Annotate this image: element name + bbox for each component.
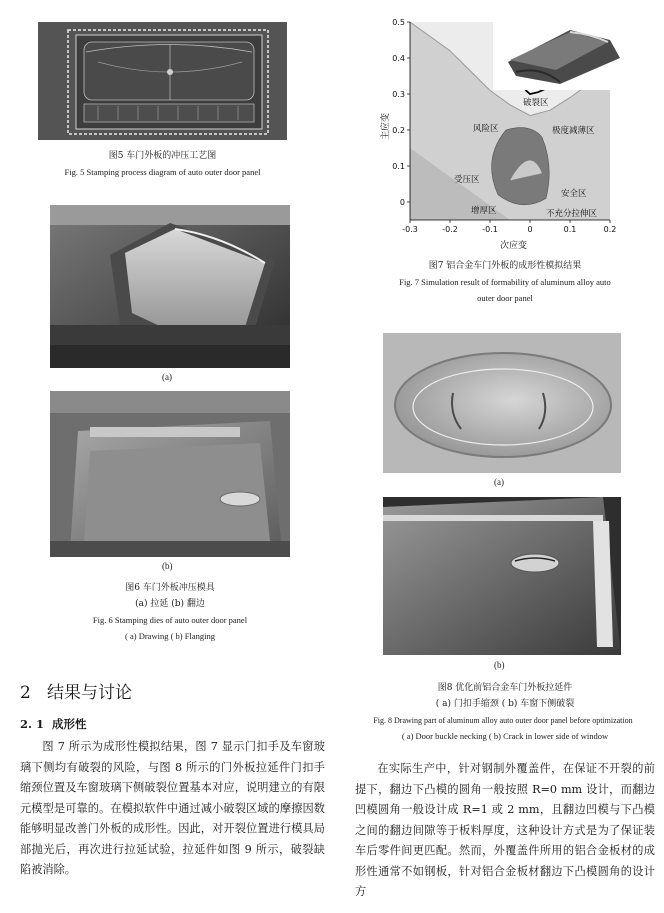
fig8a-photo [383, 333, 621, 473]
y-tick-label: 0.4 [392, 54, 405, 63]
section-title: 结果与讨论 [47, 683, 133, 703]
subsection-title: 成形性 [52, 717, 87, 731]
subsection-heading [20, 716, 87, 732]
left-paragraph: 图 7 所示为成形性模拟结果，图 7 显示门扣手及车窗玻璃下侧均有破裂的风险，与图 8 所示的门外板拉延件门扣手缩颈位置及车窗玻璃下侧破裂位置基本对应，说明建立的有限元模型是可靠的。在模拟软件中通过减小破裂区域的摩擦因数能够明显改善门外板的成形性。因此，对开裂位置进行模具局部抛光后，再次进行拉延试验，拉延件如图 9 所示，破裂缺陷被消除。 [20, 740, 325, 876]
fig7-caption-en-1: Fig. 7 Simulation result of formability of aluminum alloy auto [399, 277, 611, 287]
fig5-image [38, 22, 287, 140]
subsection-number: 2. 1 [20, 717, 45, 731]
y-tick-label: 0.1 [392, 162, 405, 171]
y-tick-label: 0.3 [392, 90, 405, 99]
fig8-subcaption-cn: ( a) 门扣手缩颈 ( b) 车窗下侧破裂 [435, 699, 575, 709]
fig6b-photo [50, 391, 290, 557]
y-tick-label: 0.5 [392, 18, 405, 27]
fig8-caption-en: Fig. 8 Drawing part of aluminum alloy auto outer door panel before optimization [373, 716, 633, 725]
zone-risk-label: 风险区 [473, 124, 499, 134]
zone-insufficient-label: 不充分拉伸区 [546, 209, 598, 219]
fig6a-photo [50, 205, 290, 368]
x-tick-label: 0.2 [603, 225, 617, 234]
x-tick-label: -0.1 [482, 225, 498, 234]
fig5-caption-en: Fig. 5 Stamping process diagram of auto outer door panel [64, 167, 261, 177]
y-tick-label: 0.2 [392, 126, 405, 135]
fig7-xlabel: 次应变 [500, 241, 528, 251]
fig7-chart-svg [370, 10, 640, 255]
left-body-text [20, 737, 325, 881]
zone-crack-label: 破裂区 [523, 98, 549, 108]
fig8b-photo [383, 497, 621, 655]
zone-safe-label: 安全区 [561, 189, 587, 199]
fig8a-label: (a) [494, 477, 504, 487]
fig7-ylabel: 主应变 [381, 112, 391, 140]
section-number: 2 [20, 683, 31, 703]
fig5-caption-cn: 图5 车门外板的冲压工艺图 [108, 151, 217, 161]
fig6b-label: (b) [162, 561, 173, 571]
y-tick-label: 0 [399, 198, 405, 207]
fig7-inset-image [493, 22, 626, 90]
zone-thin-label: 极度减薄区 [552, 126, 595, 136]
section-heading [20, 678, 132, 703]
fig6-caption-en: Fig. 6 Stamping dies of auto outer door panel [92, 615, 248, 625]
x-tick-label: 0 [527, 225, 533, 234]
zone-compress-label: 受压区 [454, 175, 480, 185]
right-paragraph: 在实际生产中，针对钢制外覆盖件，在保证不开裂的前提下，翻边下凸模的圆角一般按照 R=0 mm 设计，而翻边凹模圆角一般设计成 R=1 或 2 mm，且翻边凹模与下凸模之间的翻边间隙等于板料厚度，这种设计方式是为了保证装车后零件间更匹配。然而，外覆盖件所用的铝合金板材的成形性通常不如钢板，针对铝合金板材翻边下凸模圆角的设计方 [355, 762, 655, 898]
fig7-chart [370, 10, 640, 255]
x-tick-label: -0.3 [402, 225, 418, 234]
fig6a-label: (a) [162, 372, 172, 382]
fig6-subcaption-cn: (a) 拉延 (b) 翻边 [135, 599, 205, 609]
fig8b-label: (b) [494, 660, 505, 670]
fig8-subcaption-en: ( a) Door buckle necking ( b) Crack in lower side of window [401, 731, 609, 741]
x-tick-label: 0.1 [563, 225, 577, 234]
fig6-subcaption-en: ( a) Drawing ( b) Flanging [125, 631, 215, 641]
x-tick-label: -0.2 [442, 225, 458, 234]
fig7-caption-en-2: outer door panel [477, 293, 533, 303]
fig6-caption-cn: 图6 车门外板冲压模具 [125, 583, 215, 593]
right-body-text [355, 759, 655, 903]
fig7-caption-cn: 图7 铝合金车门外板的成形性模拟结果 [428, 261, 582, 271]
fig8-caption-cn: 图8 优化前铝合金车门外板拉延件 [437, 683, 573, 693]
zone-thick-label: 增厚区 [471, 206, 497, 216]
